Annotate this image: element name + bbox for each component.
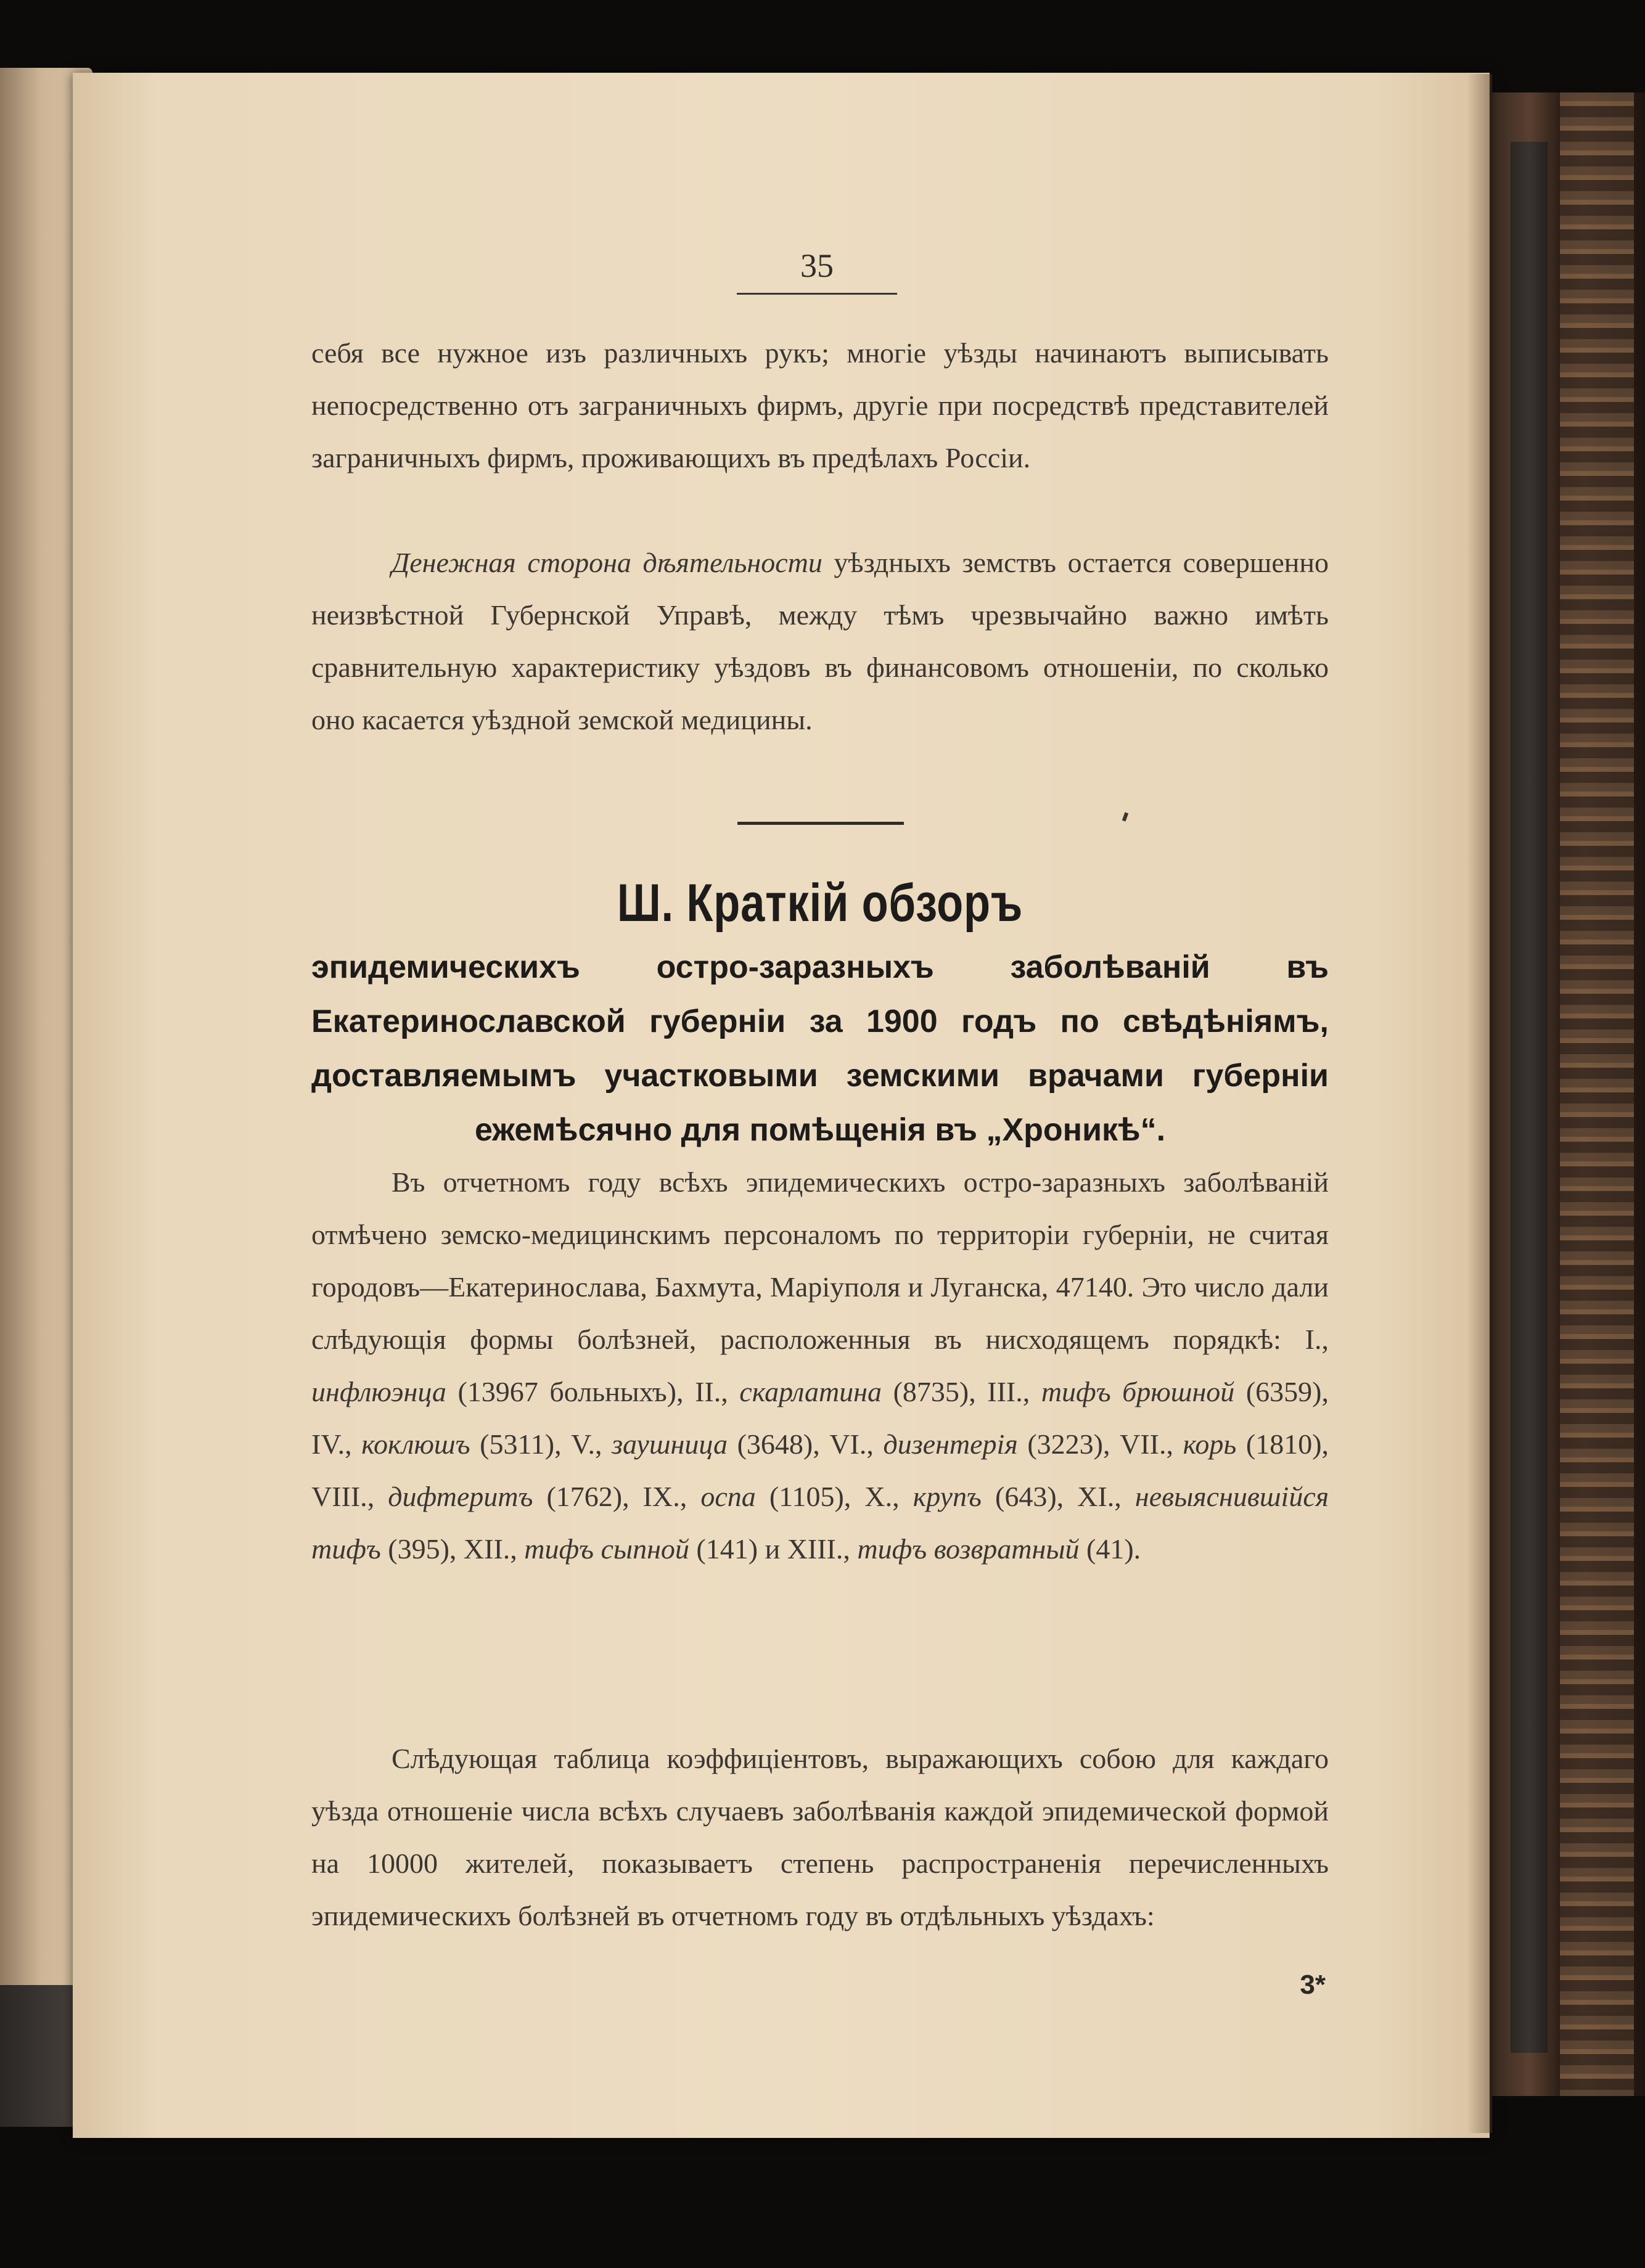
paragraph-finances bbox=[311, 536, 1329, 746]
disease-name: дизентерія bbox=[883, 1428, 1018, 1460]
page-number-underline bbox=[737, 293, 897, 295]
disease-number: XII. bbox=[463, 1533, 511, 1565]
disease-separator: . bbox=[1133, 1533, 1141, 1565]
disease-name: оспа bbox=[700, 1481, 756, 1512]
disease-count: (3223) bbox=[1027, 1428, 1103, 1460]
paragraph-supplies-text: себя все нужное изъ различныхъ рукъ; многіе уѣзды начинаютъ выписывать непосредственно отъ заграничныхъ фирмъ, другіе при посредствѣ представителей заграничныхъ фирмъ, проживающихъ въ предѣлахъ Россіи. bbox=[311, 337, 1329, 473]
disease-number: VI. bbox=[829, 1428, 867, 1460]
disease-separator: , bbox=[1321, 1376, 1329, 1407]
disease-number: I. bbox=[1305, 1324, 1322, 1355]
disease-name: коклюшъ bbox=[361, 1428, 470, 1460]
disease-count: (3648) bbox=[737, 1428, 813, 1460]
disease-separator: , bbox=[622, 1481, 643, 1512]
disease-count: (13967 больныхъ) bbox=[457, 1376, 676, 1407]
section-title: Ш. Краткій обзоръ bbox=[617, 874, 1024, 933]
disease-count: (5311) bbox=[480, 1428, 555, 1460]
disease-name: корь bbox=[1183, 1428, 1237, 1460]
paragraph-finances-text: уѣздныхъ земствъ остается совершенно неизвѣстной Губернской Управѣ, между тѣмъ чрезвычайно важно имѣть сравнительную характеристику уѣздовъ въ финансовомъ отношеніи, по сколько оно касается уѣздной земской медицины. bbox=[311, 547, 1329, 735]
disease-name: тифъ возвратный bbox=[857, 1533, 1080, 1565]
disease-separator: , bbox=[969, 1376, 988, 1407]
disease-separator: и bbox=[758, 1533, 787, 1565]
disease-separator: , bbox=[1321, 1428, 1329, 1460]
disease-number: X. bbox=[864, 1481, 893, 1512]
disease-count: (1105) bbox=[769, 1481, 844, 1512]
disease-separator: , bbox=[1102, 1428, 1120, 1460]
disease-count: (41) bbox=[1086, 1533, 1134, 1565]
disease-number: VII. bbox=[1120, 1428, 1167, 1460]
disease-name: инфлюэнца bbox=[311, 1376, 446, 1407]
disease-separator: , bbox=[1056, 1481, 1078, 1512]
disease-name: крупъ bbox=[913, 1481, 982, 1512]
paragraph-supplies bbox=[311, 327, 1329, 484]
disease-name: тифъ сыпной bbox=[524, 1533, 689, 1565]
book-binding bbox=[1492, 92, 1645, 2096]
disease-count: (643) bbox=[995, 1481, 1057, 1512]
disease-number: XI. bbox=[1077, 1481, 1115, 1512]
disease-separator: , bbox=[843, 1481, 865, 1512]
disease-separator: , bbox=[449, 1533, 464, 1565]
disease-count: (395) bbox=[388, 1533, 449, 1565]
paragraph-disease-summary: Въ отчетномъ году всѣхъ эпидемическихъ остро-заразныхъ заболѣваній отмѣчено земско-медицинскимъ персоналомъ по территоріи губерніи, не считая городовъ—Екатеринослава, Бахмута, Маріуполя и Луганска, 47140. Это число дали слѣдующія формы болѣзней, расположенныя въ нисходящемъ порядкѣ: I., инфлюэнца (13967 больныхъ), II., скарлатина (8735), III., тифъ брюшной (6359), IV., коклюшъ (5311), V., заушница (3648), VI., дизентерія (3223), VII., корь (1810), VIII., дифтеритъ (1762), IX., оспа (1105), X., крупъ (643), XI., невыяснившійся тифъ (395), XII., тифъ сыпной (141) и XIII., тифъ возвратный (41). bbox=[311, 1166, 1329, 1565]
disease-number: V. bbox=[571, 1428, 595, 1460]
signature-mark: 3* bbox=[1300, 1970, 1326, 2000]
disease-separator: , bbox=[554, 1428, 572, 1460]
paragraph-disease-intro: Въ отчетномъ году всѣхъ эпидемическихъ остро-заразныхъ заболѣваній отмѣчено земско-медицинскимъ персоналомъ по территоріи губерніи, не считая городовъ—Екатеринослава, Бахмута, Маріуполя и Луганска, 47140. Это число дали слѣдующія формы болѣзней, расположенныя въ нисходящемъ порядкѣ: bbox=[311, 1166, 1329, 1355]
disease-count: (8735) bbox=[893, 1376, 969, 1407]
disease-number: XIII. bbox=[787, 1533, 843, 1565]
disease-count: (1762) bbox=[546, 1481, 623, 1512]
page-gutter-shadow bbox=[1467, 74, 1492, 2133]
disease-separator: , bbox=[813, 1428, 830, 1460]
binding-strip bbox=[1511, 142, 1548, 2053]
disease-number: IV. bbox=[311, 1428, 345, 1460]
page-number: 35 bbox=[800, 247, 834, 284]
disease-name: тифъ брюшной bbox=[1041, 1376, 1235, 1407]
disease-count: (1810) bbox=[1245, 1428, 1322, 1460]
disease-name: невыяснившійся тифъ bbox=[311, 1481, 1329, 1565]
paragraph-table-intro bbox=[311, 1732, 1329, 1942]
disease-number: IX. bbox=[642, 1481, 680, 1512]
disease-count: (6359) bbox=[1245, 1376, 1322, 1407]
disease-number: VIII. bbox=[311, 1481, 367, 1512]
disease-name: заушница bbox=[612, 1428, 728, 1460]
section-subtitle: эпидемическихъ остро-заразныхъ заболѣваній въ Екатеринославской губерніи за 1900 годъ по свѣдѣніямъ, доставляемымъ участковыми земскими врачами губерніи ежемѣсячно для помѣщенія въ „Хроникѣ“. bbox=[311, 949, 1329, 1148]
disease-count: (141) bbox=[696, 1533, 758, 1565]
section-divider bbox=[737, 822, 904, 825]
disease-number: II. bbox=[695, 1376, 721, 1407]
disease-name: дифтеритъ bbox=[388, 1481, 533, 1512]
disease-number: III. bbox=[987, 1376, 1023, 1407]
disease-separator: , bbox=[676, 1376, 695, 1407]
paragraph-finances-lead: Денежная сторона дѣятельности bbox=[392, 547, 822, 578]
disease-name: скарлатина bbox=[739, 1376, 882, 1407]
page-stack-edge bbox=[1560, 92, 1634, 2096]
paragraph-table-intro-text: Слѣдующая таблица коэффиціентовъ, выражающихъ собою для каждаго уѣзда отношеніе числа всѣхъ случаевъ заболѣванія каждой эпидемической формой на 10000 жителей, показываетъ степень распространенія перечисленныхъ эпидемическихъ болѣзней въ отчетномъ году въ отдѣльныхъ уѣздахъ: bbox=[311, 1743, 1329, 1931]
